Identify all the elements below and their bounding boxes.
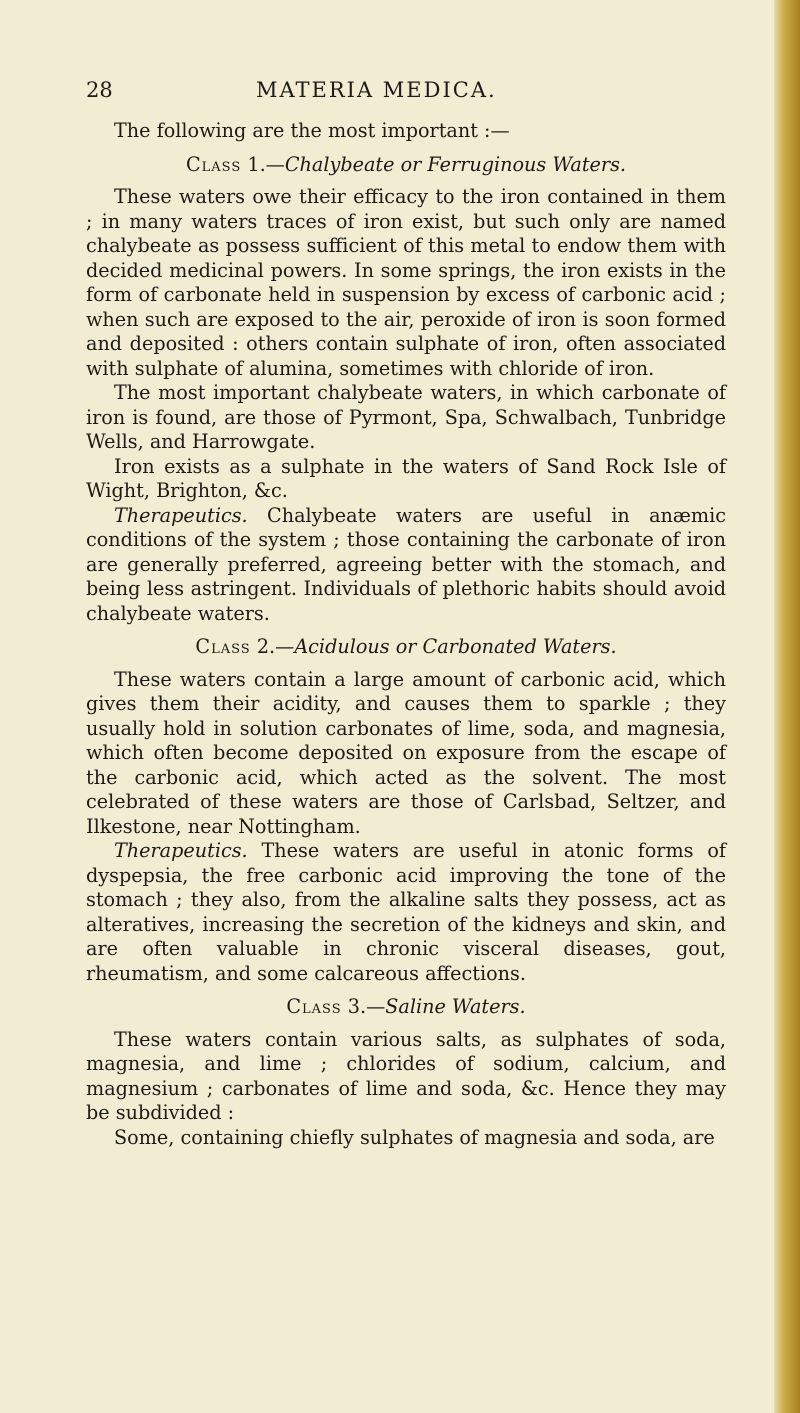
page-header	[86, 78, 726, 112]
class-2-label: Class	[195, 635, 251, 658]
class-1-therapeutics-text: Chalybeate waters are useful in anæmic conditions of the system ; those containing the carbonate of iron are generally preferred, agreeing better with the stomach, and being less astringent. Individuals of plethoric habits should avoid chalybeate waters.	[86, 503, 726, 625]
class-1-therapeutics-label: Therapeutics.	[114, 503, 248, 527]
body-text	[86, 119, 726, 1150]
class-2-title: Acidulous or Carbonated Waters.	[294, 635, 617, 658]
class-3-number: 3.—	[347, 995, 386, 1018]
class-2-number: 2.—	[256, 635, 295, 658]
class-3-paragraph-2: Some, containing chiefly sulphates of magnesia and soda, are	[114, 1125, 715, 1149]
class-1-heading	[86, 153, 726, 178]
class-1-label: Class	[185, 152, 242, 176]
class-3-heading	[86, 995, 726, 1020]
class-1-paragraph-1: These waters owe their efficacy to the iron contained in them ; in many waters traces of iron exist, but such only are named chalybeate as possess sufficient of this metal to endow them with decided medicinal powers. In some springs, the iron exists in the form of carbonate held in suspension by excess of carbonic acid ; when such are exposed to the air, peroxide of iron is soon formed and deposited : others contain sulphate of iron, often associated with sulphate of alumina, sometimes with chloride of iron.	[86, 185, 726, 380]
class-2-therapeutics-text: These waters are useful in atonic forms of dyspepsia, the free carbonic acid improving the tone of the stomach ; they also, from the alkaline salts they possess, act as alteratives, increasing the secretion of the kidneys and skin, and are often valuable in chronic visceral diseases, gout, rheumatism, and some calcareous affections.	[86, 839, 726, 985]
class-2-therapeutics	[86, 839, 726, 986]
class-1-therapeutics	[86, 504, 726, 627]
intro-paragraph: The following are the most important :—	[114, 119, 510, 142]
class-3-label: Class	[286, 995, 342, 1018]
page-edge-decoration	[774, 0, 800, 1413]
class-2-heading	[86, 635, 726, 660]
class-1-paragraph-2: The most important chalybeate waters, in which carbonate of iron is found, are those of Pyrmont, Spa, Schwalbach, Tunbridge Wells, and Harrowgate.	[86, 381, 726, 453]
page-number: 28	[86, 78, 113, 102]
class-3-paragraph-1: These waters contain various salts, as sulphates of soda, magnesia, and lime ; chlorides of sodium, calcium, and magnesium ; carbonates of lime and soda, &c. Hence they may be subdivided :	[86, 1027, 726, 1124]
class-1-paragraph-3: Iron exists as a sulphate in the waters of Sand Rock Isle of Wight, Brighton, &c.	[86, 454, 726, 502]
running-title: MATERIA MEDICA.	[256, 78, 497, 102]
class-1-number: 1.—	[247, 152, 285, 176]
class-2-therapeutics-label: Therapeutics.	[114, 839, 248, 862]
class-2-paragraph-1: These waters contain a large amount of carbonic acid, which gives them their acidity, and causes them to sparkle ; they usually hold in solution carbonates of lime, soda, and magnesia, which often become deposited on exposure from the escape of the carbonic acid, which acted as the solvent. The most celebrated of these waters are those of Carlsbad, Seltzer, and Ilkestone, near Nottingham.	[86, 667, 726, 838]
class-3-title: Saline Waters.	[385, 995, 526, 1018]
class-1-title: Chalybeate or Ferruginous Waters.	[284, 152, 627, 176]
